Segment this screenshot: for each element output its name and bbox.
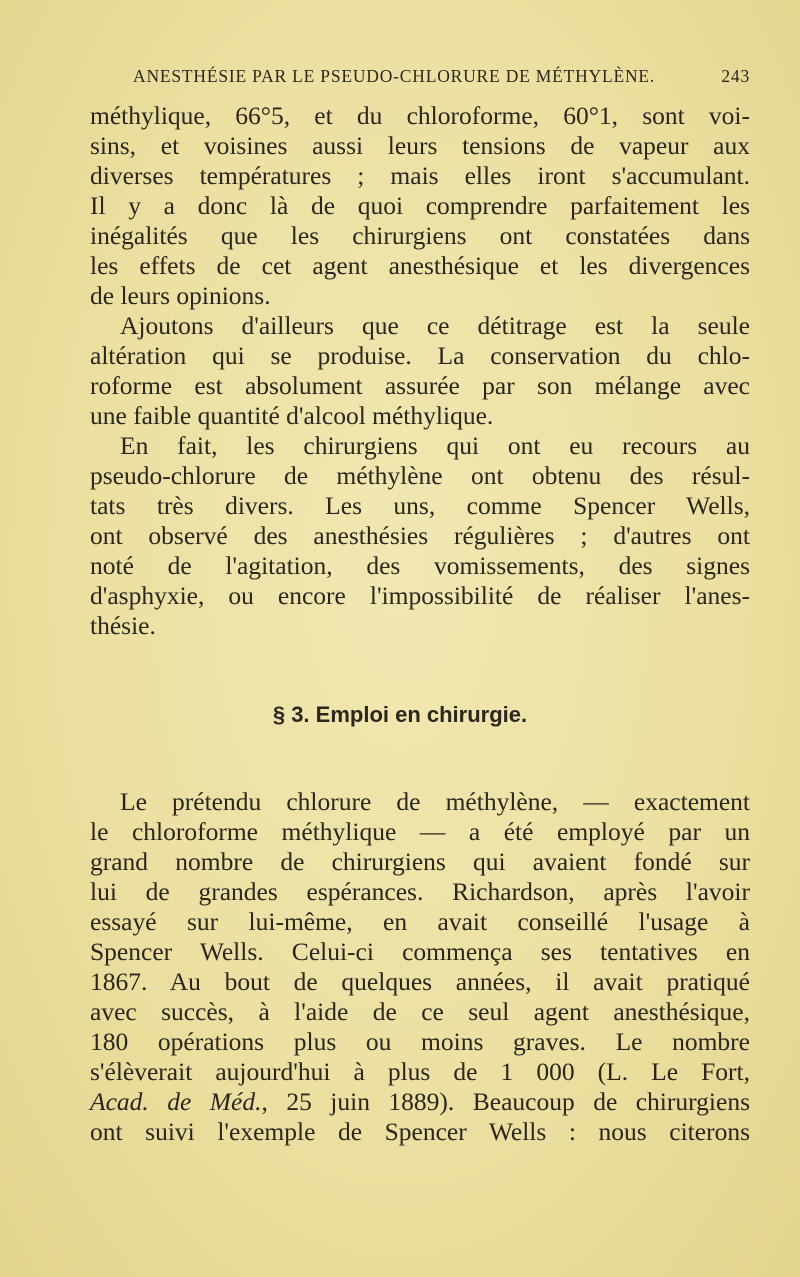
- text-line: essayé sur lui-même, en avait conseillé l'usage à: [90, 907, 750, 936]
- text-line: ont observé des anesthésies régulières ; d'autres ont: [90, 521, 750, 550]
- text-line: noté de l'agitation, des vomissements, des signes: [90, 551, 750, 580]
- text-line: pseudo-chlorure de méthylène ont obtenu des résul-: [90, 461, 750, 490]
- text-line: grand nombre de chirurgiens qui avaient fondé sur: [90, 847, 750, 876]
- page-number: 243: [721, 66, 750, 86]
- text-line: les effets de cet agent anesthésique et les divergences: [90, 251, 750, 280]
- text-line: une faible quantité d'alcool méthylique.: [90, 401, 494, 430]
- text-line: En fait, les chirurgiens qui ont eu recours au: [120, 431, 750, 460]
- citation-rest: , 25 juin 1889). Beaucoup de chirurgiens: [261, 1087, 750, 1116]
- text-line: 180 opérations plus ou moins graves. Le nombre: [90, 1027, 750, 1056]
- text-line-with-citation: [90, 1087, 750, 1117]
- text-line: avec succès, à l'aide de ce seul agent anesthésique,: [90, 997, 750, 1026]
- text-line: le chloroforme méthylique — a été employé par un: [90, 817, 750, 846]
- text-line: diverses températures ; mais elles iront s'accumulant.: [90, 161, 750, 190]
- text-line: roforme est absolument assurée par son mélange avec: [90, 371, 750, 400]
- text-line: de leurs opinions.: [90, 281, 271, 310]
- text-line: Le prétendu chlorure de méthylène, — exactement: [120, 787, 750, 816]
- running-head-title: ANESTHÉSIE PAR LE PSEUDO-CHLORURE DE MÉTHYLÈNE.: [133, 66, 656, 86]
- text-line: 1867. Au bout de quelques années, il avait pratiqué: [90, 967, 750, 996]
- text-line: Spencer Wells. Celui-ci commença ses tentatives en: [90, 937, 750, 966]
- text-line: altération qui se produise. La conservation du chlo-: [90, 341, 750, 370]
- text-line: inégalités que les chirurgiens ont constatées dans: [90, 221, 750, 250]
- text-line: tats très divers. Les uns, comme Spencer Wells,: [90, 491, 750, 520]
- section-heading: § 3. Emploi en chirurgie.: [272, 702, 528, 727]
- text-line: méthylique, 66°5, et du chloroforme, 60°1, sont voi-: [90, 101, 750, 130]
- text-line: Il y a donc là de quoi comprendre parfaitement les: [90, 191, 750, 220]
- text-line: sins, et voisines aussi leurs tensions de vapeur aux: [90, 131, 750, 160]
- citation-journal: Acad. de Méd.: [90, 1087, 262, 1116]
- text-line: thésie.: [90, 611, 156, 640]
- text-line: d'asphyxie, ou encore l'impossibilité de réaliser l'anes-: [90, 581, 750, 610]
- text-line: Ajoutons d'ailleurs que ce détitrage est la seule: [120, 311, 750, 340]
- text-line: s'élèverait aujourd'hui à plus de 1 000 (L. Le Fort,: [90, 1057, 750, 1086]
- text-line: lui de grandes espérances. Richardson, après l'avoir: [90, 877, 750, 906]
- text-line: ont suivi l'exemple de Spencer Wells : nous citerons: [90, 1117, 750, 1146]
